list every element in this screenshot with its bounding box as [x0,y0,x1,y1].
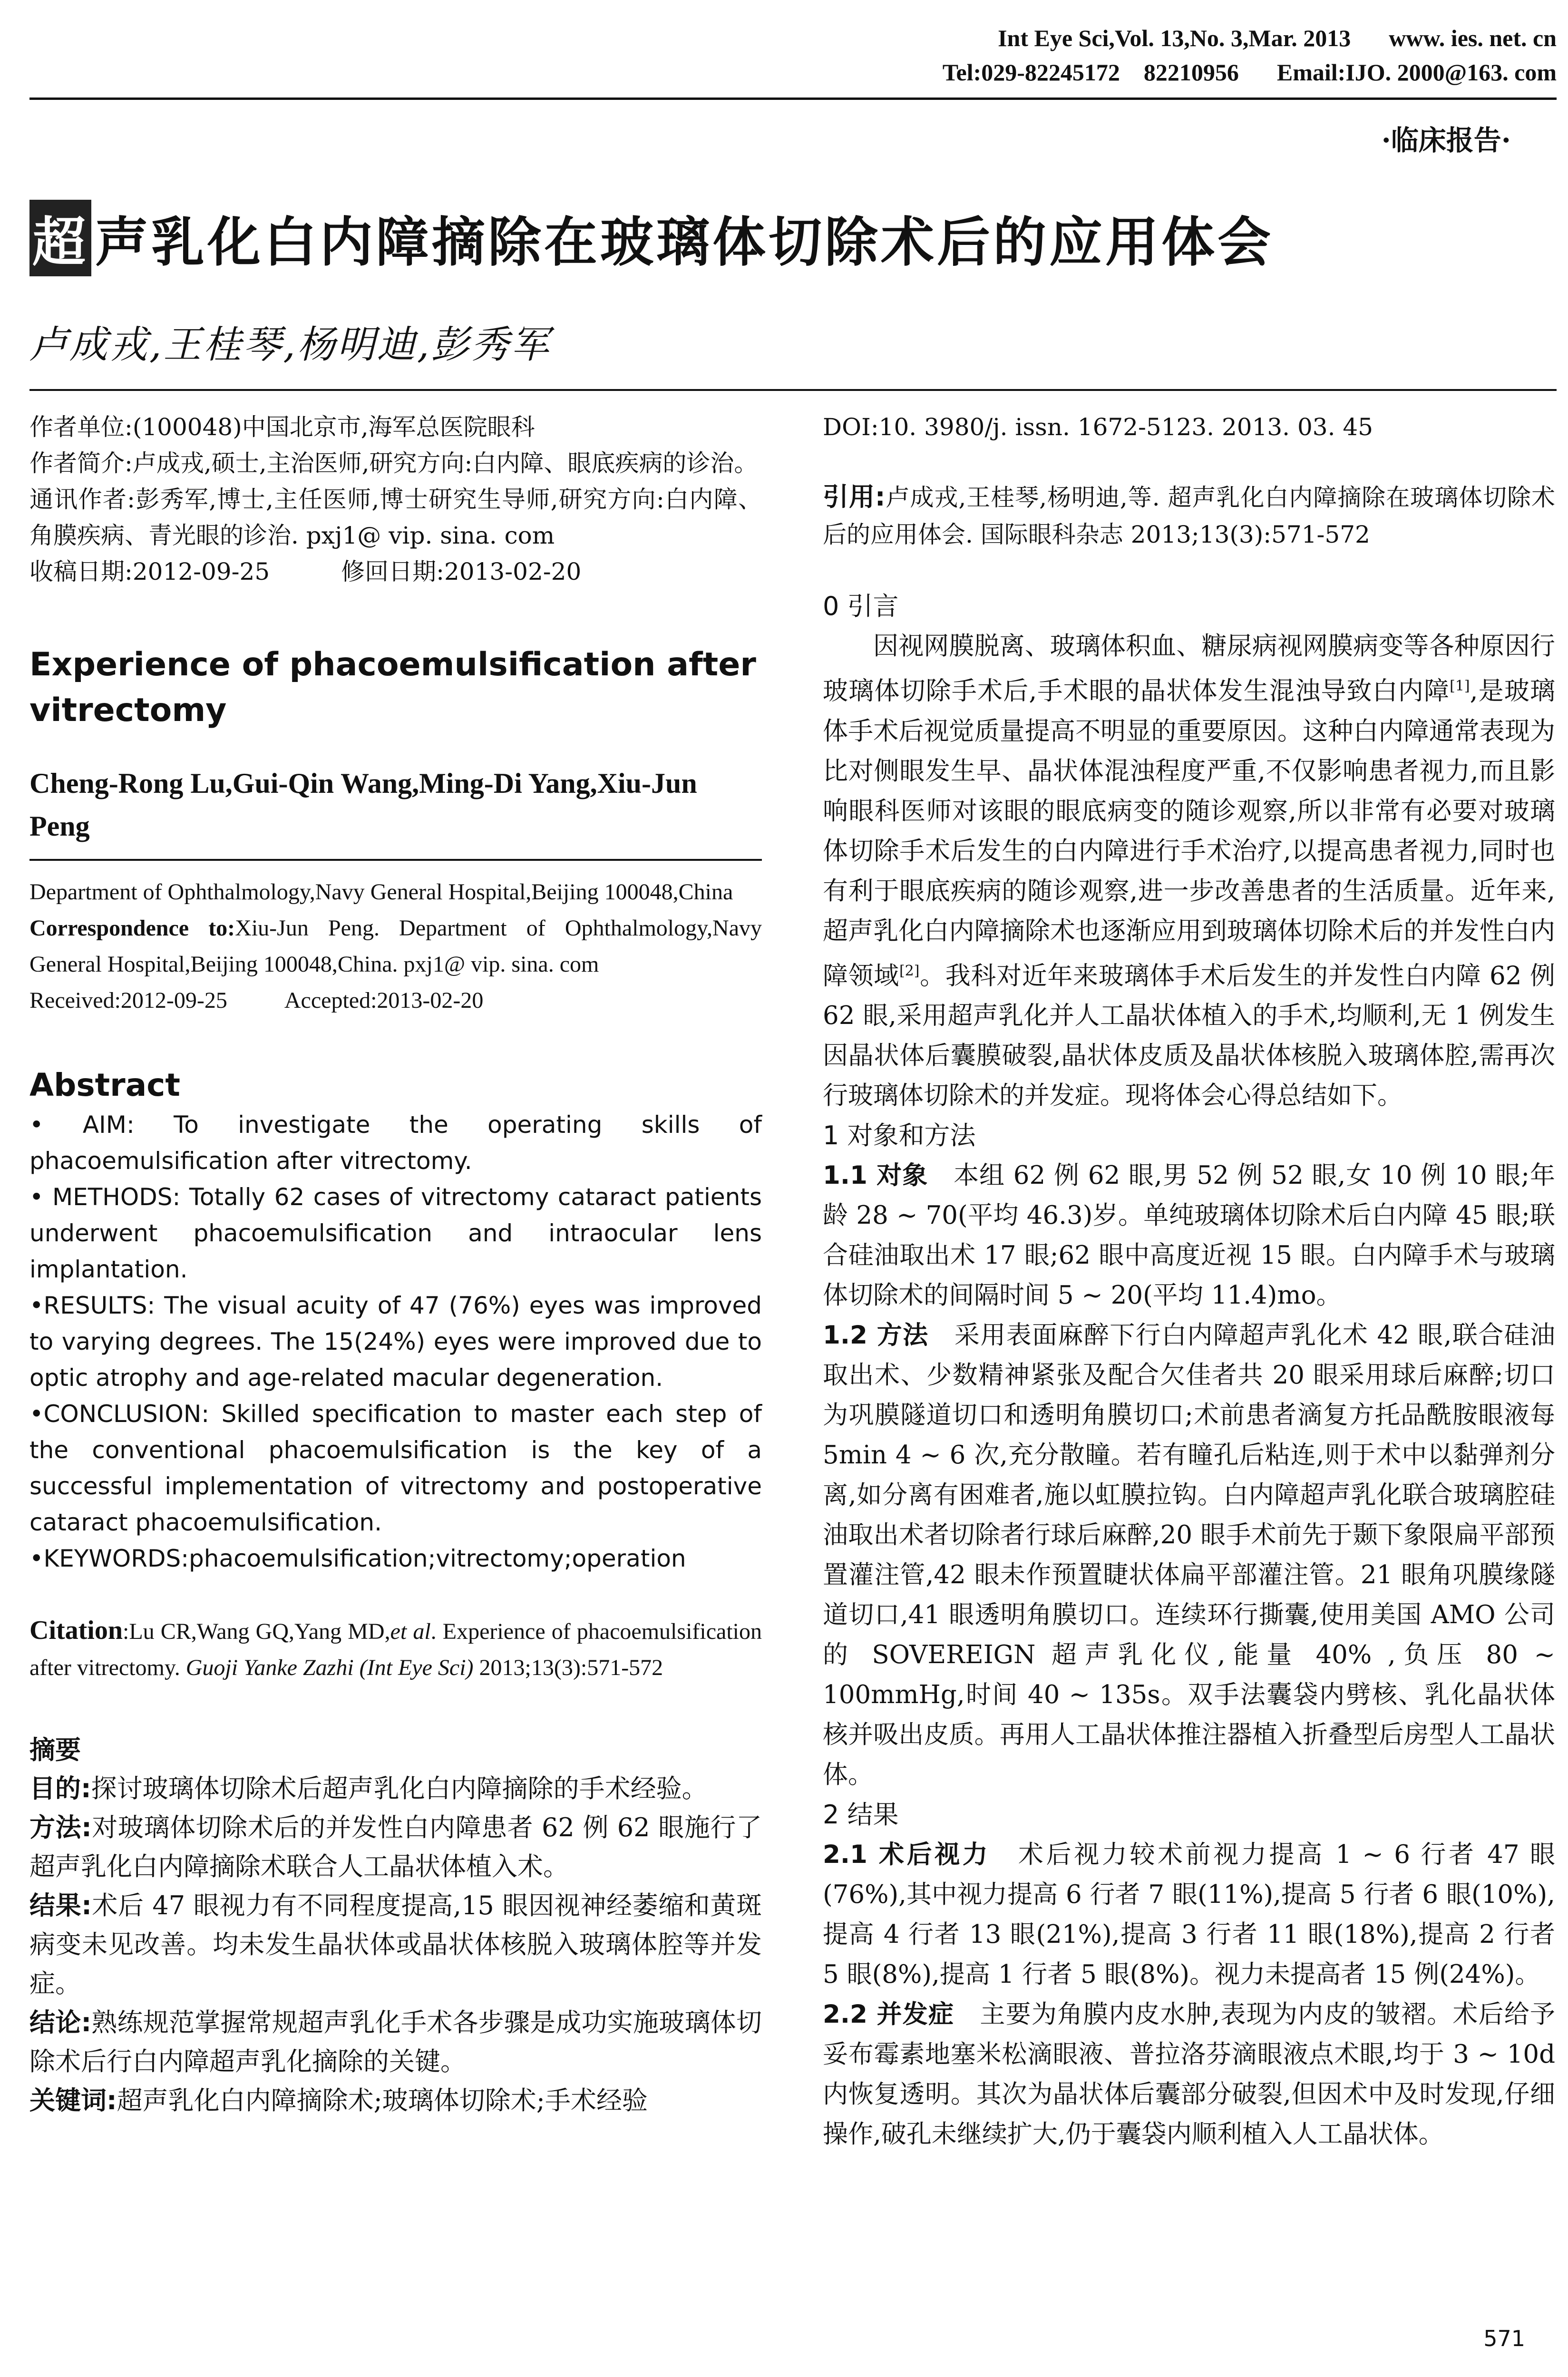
abstract-methods: • METHODS: Totally 62 cases of vitrectomy cataract patients underwent phacoemulsification and intraocular lens implantation. [29,1183,762,1283]
english-affiliation [29,874,762,1019]
zh-aim [29,1769,762,1808]
section-2-2-label: 2.2 并发症 [823,2000,954,2029]
chinese-citation-label: 引用: [823,482,886,512]
section-1-1-label: 1.1 对象 [823,1161,928,1190]
abstract-conclusion: •CONCLUSION: Skilled specification to master each step of the conventional phacoemulsification is the key of a successful implementation of vitrectomy and postoperative cataract phacoemulsification. [29,1400,762,1536]
abstract-keywords: •KEYWORDS:phacoemulsification;vitrectomy;operation [29,1545,686,1572]
received-date: 收稿日期:2012-09-25 [29,558,270,585]
chinese-abstract-heading: 摘要 [29,1735,81,1765]
section-2-1-paragraph [823,1835,1555,1995]
zh-aim-label: 目的: [29,1773,91,1803]
header-tel: Tel:029-82245172 82210956 [942,59,1239,86]
english-abstract [29,1107,762,1577]
section-1-1-paragraph [823,1156,1555,1315]
doi: DOI:10. 3980/j. issn. 1672-5123. 2013. 03. 45 [823,413,1373,441]
author-unit: 作者单位:(100048)中国北京市,海军总医院眼科 [29,413,535,441]
zh-keywords [29,2081,762,2120]
header-journal: Int Eye Sci,Vol. 13,No. 3,Mar. 2013 [998,25,1351,51]
revised-date: 修回日期:2013-02-20 [341,558,582,585]
chinese-abstract [29,1769,762,2120]
left-column [29,409,762,2120]
citation-volume: 2013;13(3):571-572 [473,1655,663,1680]
zh-methods-text: 对玻璃体切除术后的并发性白内障患者 62 例 62 眼施行了超声乳化白内障摘除术联合人工晶状体植入术。 [29,1812,762,1881]
section-1-2-paragraph [823,1315,1555,1795]
section-2-1-label: 2.1 术后视力 [823,1840,991,1870]
section-2-heading: 2 结果 [823,1800,899,1830]
english-citation: Citation:Lu CR,Wang GQ,Yang MD,et al. Experience of phacoemulsification after vitrectomy. Guoji Yanke Zazhi (Int Eye Sci) 2013;13(3):571-572 [29,1616,762,1680]
header-email: Email:IJO. 2000@163. com [1276,59,1557,86]
english-dates [29,983,762,1019]
intro-text-a: 因视网膜脱离、玻璃体积血、糖尿病视网膜病变等各种原因行玻璃体切除手术后,手术眼的晶状体发生混浊导致白内障 [823,632,1555,706]
section-1-2-label: 1.2 方法 [823,1321,929,1350]
zh-keywords-text: 超声乳化白内障摘除术;玻璃体切除术;手术经验 [117,2085,648,2115]
zh-conclusion [29,2003,762,2081]
intro-text-c: 。我科对近年来玻璃体手术后发生的并发性白内障 62 例 62 眼,采用超声乳化并人工晶状体植入的手术,均顺利,无 1 例发生因晶状体后囊膜破裂,晶状体皮质及晶状体核脱入玻璃体腔,需再次行玻璃体切除术的并发症。现将体会心得总结如下。 [823,961,1555,1111]
english-title: Experience of phacoemulsification after vitrectomy [29,646,756,729]
zh-results-label: 结果: [29,1890,92,1920]
chinese-citation [823,478,1555,553]
dates-line [29,554,762,590]
abstract-heading: Abstract [29,1067,180,1103]
section-2-1-text: 术后视力较术前视力提高 1 ~ 6 行者 47 眼(76%),其中视力提高 6 行者 7 眼(11%),提高 5 行者 6 眼(10%),提高 4 行者 13 眼(21%),提高 3 行者 11 眼(18%),提高 2 行者 5 眼(8%),提高 1 行者 5 眼(8%)。视力未提高者 15 例(24%)。 [823,1840,1556,1989]
affiliation-block [29,409,762,590]
section-tag: ·临床报告· [1381,124,1511,156]
section-0-heading: 0 引言 [823,591,899,621]
article-title [29,200,1274,276]
header-website: www. ies. net. cn [1389,25,1557,51]
english-correspondence [29,910,762,983]
header-divider [29,97,1557,100]
zh-results [29,1886,762,2003]
right-column [823,409,1555,2154]
page-number: 571 [1483,2326,1525,2351]
citation-etal: et al [390,1619,431,1644]
english-accepted: Accepted:2013-02-20 [284,988,484,1013]
corresponding-author: 通讯作者:彭秀军,博士,主任医师,博士研究生导师,研究方向:白内障、角膜疾病、青光眼的诊治. pxj1@ vip. sina. com [29,486,762,549]
zh-methods-label: 方法: [29,1812,92,1842]
citation-authors: Lu CR,Wang GQ,Yang MD, [129,1619,390,1644]
citation-label: Citation [29,1616,123,1645]
correspondence-text: Xiu-Jun Peng. Department of Ophthalmology,Navy General Hospital,Beijing 100048,China. pxj1@ vip. sina. com [29,916,762,977]
reference-2[interactable]: [2] [899,962,920,979]
intro-text-b: ,是玻璃体手术后视觉质量提高不明显的重要原因。这种白内障通常表现为比对侧眼发生早、晶状体混浊程度严重,不仅影响患者视力,而且影响眼科医师对该眼的眼底病变的随诊观察,所以非常有必要对玻璃体切除手术后发生的白内障进行手术治疗,以提高患者视力,同时也有利于眼底疾病的随诊观察,进一步改善患者的生活质量。近年来,超声乳化白内障摘除术也逐渐应用到玻璃体切除术后的并发性白内障领域 [823,676,1555,991]
reference-1[interactable]: [1] [1450,678,1470,694]
citation-journal: Guoji Yanke Zazhi (Int Eye Sci) [185,1655,474,1680]
running-header [905,21,1557,89]
section-2-2-paragraph [823,1995,1555,2154]
english-department: Department of Ophthalmology,Navy General Hospital,Beijing 100048,China [29,879,733,905]
chinese-citation-text: 卢成戎,王桂琴,杨明迪,等. 超声乳化白内障摘除在玻璃体切除术后的应用体会. 国际眼科杂志 2013;13(3):571-572 [823,484,1555,548]
section-2-2-text: 主要为角膜内皮水肿,表现为内皮的皱褶。术后给予妥布霉素地塞米松滴眼液、普拉洛芬滴眼液点术眼,均于 3 ~ 10d 内恢复透明。其次为晶状体后囊部分破裂,但因术中及时发现,仔细操作,破孔未继续扩大,仍于囊袋内顺利植入人工晶状体。 [823,2000,1555,2149]
zh-keywords-label: 关键词: [29,2085,117,2115]
correspondence-label: Correspondence to: [29,916,235,941]
title-drop-char: 超 [29,200,91,276]
abstract-aim: • AIM: To investigate the operating skills of phacoemulsification after vitrectomy. [29,1111,762,1175]
author-intro: 作者简介:卢成戎,硕士,主治医师,研究方向:白内障、眼底疾病的诊治。 [29,449,758,477]
english-authors: Cheng-Rong Lu,Gui-Qin Wang,Ming-Di Yang,Xiu-Jun Peng [29,768,697,842]
section-1-1-text: 本组 62 例 62 眼,男 52 例 52 眼,女 10 例 10 眼;年龄 28 ~ 70(平均 46.3)岁。单纯玻璃体切除术后白内障 45 眼;联合硅油取出术 17 眼;62 眼中高度近视 15 眼。白内障手术与玻璃体切除术的间隔时间 5 ~ 20(平均 11.4)mo。 [823,1161,1556,1310]
zh-conclusion-text: 熟练规范掌握常规超声乳化手术各步骤是成功实施玻璃体切除术后行白内障超声乳化摘除的关键。 [29,2007,762,2076]
author-divider [29,389,1557,391]
zh-results-text: 术后 47 眼视力有不同程度提高,15 眼因视神经萎缩和黄斑病变未见改善。均未发生晶状体或晶状体核脱入玻璃体腔等并发症。 [29,1890,762,1998]
english-received: Received:2012-09-25 [29,988,227,1013]
abstract-results: •RESULTS: The visual acuity of 47 (76%) eyes was improved to varying degrees. The 15(24%) eyes were improved due to optic atrophy and age-related macular degeneration. [29,1292,762,1392]
zh-conclusion-label: 结论: [29,2007,92,2037]
section-0-paragraph [823,626,1555,1116]
article-body [823,586,1555,2154]
section-1-2-text: 采用表面麻醉下行白内障超声乳化术 42 眼,联合硅油取出术、少数精神紧张及配合欠佳者共 20 眼采用球后麻醉;切口为巩膜隧道切口和透明角膜切口;术前患者滴复方托品酰胺眼液每 5min 4 ~ 6 次,充分散瞳。若有瞳孔后粘连,则于术中以黏弹剂分离,如分离有困难者,施以虹膜拉钩。白内障超声乳化联合玻璃腔硅油取出术者切除者行球后麻醉,20 眼手术前先于颞下象限扁平部预置灌注管,42 眼未作预置睫状体扁平部灌注管。21 眼角巩膜缘隧道切口,41 眼透明角膜切口。连续环行撕囊,使用美国 AMO 公司的 SOVEREIGN 超声乳化仪,能量 40% ,负压 80 ~ 100mmHg,时间 40 ~ 135s。双手法囊袋内劈核、乳化晶状体核并吸出皮质。再用人工晶状体推注器植入折叠型后房型人工晶状体。 [823,1321,1555,1790]
zh-methods [29,1808,762,1886]
zh-aim-text: 探讨玻璃体切除术后超声乳化白内障摘除的手术经验。 [91,1773,708,1803]
section-1-heading: 1 对象和方法 [823,1120,976,1151]
title-text: 声乳化白内障摘除在玻璃体切除术后的应用体会 [95,212,1274,273]
english-divider [29,859,762,861]
citation-title: . Experience of phacoemulsification after vitrectomy. [29,1619,762,1680]
author-list: 卢成戎,王桂琴,杨明迪,彭秀军 [29,322,551,367]
